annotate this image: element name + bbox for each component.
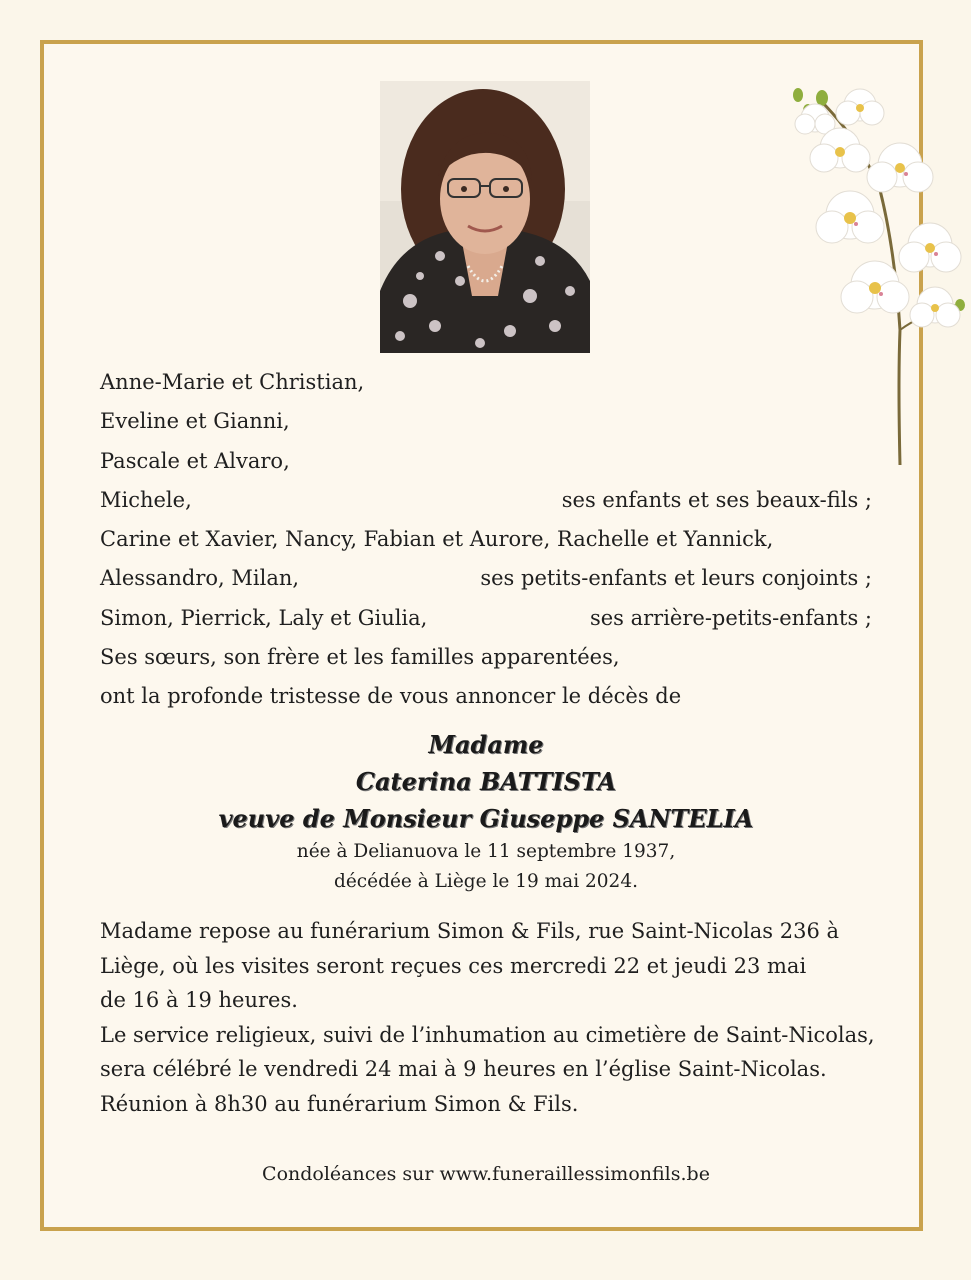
- info-line: Liège, où les visites seront reçues ces mercredi 22 et jeudi 23 mai: [100, 953, 807, 978]
- family-line: Anne-Marie et Christian,: [100, 370, 365, 394]
- info-line: Madame repose au funérarium Simon & Fils, rue Saint-Nicolas 236 à: [100, 919, 839, 943]
- family-line: ont la profonde tristesse de vous annoncer le décès de: [100, 684, 682, 709]
- family-line: Alessandro, Milan, ses petits-enfants et leurs conjoints ;: [100, 566, 872, 591]
- info-line: de 16 à 19 heures.: [100, 988, 298, 1012]
- info-line: Réunion à 8h30 au funérarium Simon & Fils.: [100, 1091, 579, 1116]
- deceased-name: Caterina BATTISTA: [355, 767, 617, 796]
- family-line: Michele, ses enfants et ses beaux-fils ;: [100, 487, 872, 512]
- condolences-text: Condoléances sur www.funeraillessimonfils.be: [262, 1163, 710, 1185]
- deceased-title: Madame: [428, 730, 544, 759]
- deceased-widow-of: veuve de Monsieur Giuseppe SANTELIA: [218, 804, 754, 833]
- info-line: Le service religieux, suivi de l’inhumation au cimetière de Saint-Nicolas,: [100, 1022, 875, 1047]
- birth-info: née à Delianuova le 11 septembre 1937,: [296, 841, 676, 862]
- family-line: Pascale et Alvaro,: [100, 448, 290, 473]
- deceased-block: [100, 726, 872, 897]
- death-info: décédée à Liège le 19 mai 2024.: [334, 871, 638, 892]
- family-line: Carine et Xavier, Nancy, Fabian et Aurore, Rachelle et Yannick,: [100, 527, 774, 552]
- family-line: Simon, Pierrick, Laly et Giulia, ses arrière-petits-enfants ;: [100, 605, 872, 630]
- funeral-info: [100, 914, 875, 1121]
- family-line: Eveline et Gianni,: [100, 409, 290, 434]
- family-list: [100, 363, 872, 717]
- info-line: sera célébré le vendredi 24 mai à 9 heures en l’église Saint-Nicolas.: [100, 1057, 827, 1081]
- portrait-illustration: [380, 81, 590, 353]
- family-line: Ses sœurs, son frère et les familles apparentées,: [100, 645, 620, 670]
- portrait-photo: [380, 81, 590, 353]
